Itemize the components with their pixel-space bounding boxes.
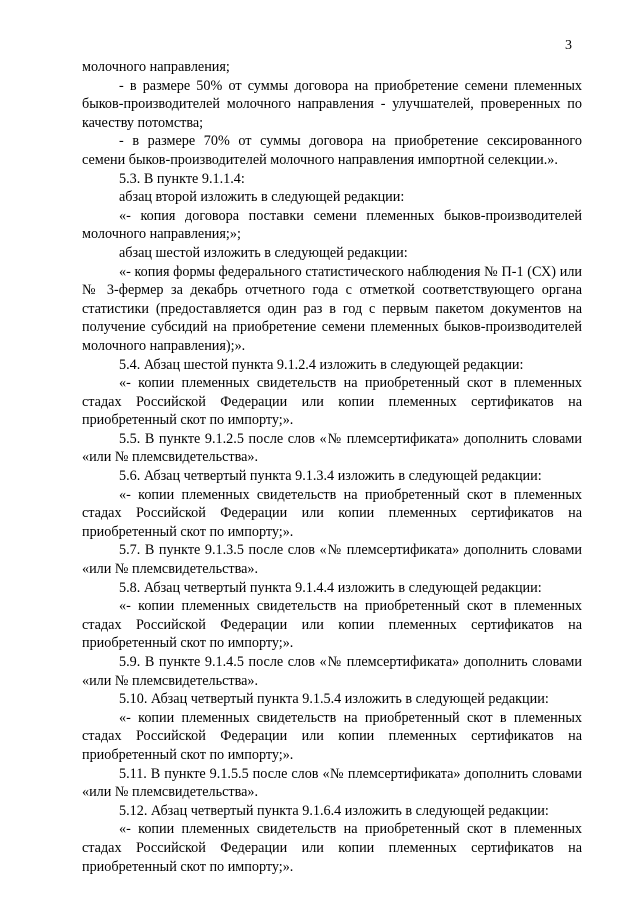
paragraph-5-11: 5.11. В пункте 9.1.5.5 после слов «№ племсертификата» дополнить словами «или № племсвидетельства». <box>82 765 582 801</box>
paragraph-5-3-abzac-2-text: «- копия договора поставки семени племенных быков-производителей молочного направления;»; <box>82 207 582 243</box>
paragraph-5-3-abzac-2: абзац второй изложить в следующей редакции: <box>119 189 405 206</box>
paragraph-5-10-text: «- копии племенных свидетельств на приобретенный скот в племенных стадах Российской Федерации или копии племенных сертификатов на приобретенный скот по импорту;». <box>82 709 582 763</box>
paragraph-5-3-abzac-6-text: «- копия формы федерального статистического наблюдения № П-1 (СХ) или № 3-фермер за декабрь отчетного года с отметкой соответствующего органа статистики (предоставляется один раз в год с первым пакетом документов на получение субсидий на приобретение семени племенных быков-производителей молочного направления);». <box>82 263 582 354</box>
paragraph-5-10: 5.10. Абзац четвертый пункта 9.1.5.4 изложить в следующей редакции: <box>119 691 549 708</box>
paragraph-5-8-text: «- копии племенных свидетельств на приобретенный скот в племенных стадах Российской Федерации или копии племенных сертификатов на приобретенный скот по импорту;». <box>82 598 582 652</box>
paragraph-5-12: 5.12. Абзац четвертый пункта 9.1.6.4 изложить в следующей редакции: <box>119 802 549 819</box>
document-body <box>82 58 582 876</box>
paragraph-5-6-text: «- копии племенных свидетельств на приобретенный скот в племенных стадах Российской Федерации или копии племенных сертификатов на приобретенный скот по импорту;». <box>82 486 582 540</box>
paragraph-5-3: 5.3. В пункте 9.1.1.4: <box>119 170 245 187</box>
paragraph-item-70-percent: - в размере 70% от суммы договора на приобретение сексированного семени быков-производителей молочного направления импортной селекции.». <box>82 133 582 168</box>
paragraph-continuation: молочного направления; <box>82 59 230 75</box>
paragraph-5-4: 5.4. Абзац шестой пункта 9.1.2.4 изложить в следующей редакции: <box>119 356 524 373</box>
paragraph-5-7: 5.7. В пункте 9.1.3.5 после слов «№ племсертификата» дополнить словами «или № племсвидетельства». <box>82 542 582 578</box>
paragraph-5-5: 5.5. В пункте 9.1.2.5 после слов «№ племсертификата» дополнить словами «или № племсвидетельства». <box>82 430 582 466</box>
paragraph-5-6: 5.6. Абзац четвертый пункта 9.1.3.4 изложить в следующей редакции: <box>119 468 542 485</box>
paragraph-5-4-text: «- копии племенных свидетельств на приобретенный скот в племенных стадах Российской Федерации или копии племенных сертификатов на приобретенный скот по импорту;». <box>82 375 582 429</box>
paragraph-5-9: 5.9. В пункте 9.1.4.5 после слов «№ племсертификата» дополнить словами «или № племсвидетельства». <box>82 654 582 689</box>
paragraph-5-3-abzac-6: абзац шестой изложить в следующей редакции: <box>119 244 408 261</box>
page-number: 3 <box>565 38 572 53</box>
paragraph-item-50-percent: - в размере 50% от суммы договора на приобретение семени племенных быков-производителей молочного направления - улучшателей, проверенных по качеству потомства; <box>82 77 582 131</box>
paragraph-5-8: 5.8. Абзац четвертый пункта 9.1.4.4 изложить в следующей редакции: <box>119 579 542 596</box>
paragraph-5-12-text: «- копии племенных свидетельств на приобретенный скот в племенных стадах Российской Федерации или копии племенных сертификатов на приобретенный скот по импорту;». <box>82 821 582 875</box>
